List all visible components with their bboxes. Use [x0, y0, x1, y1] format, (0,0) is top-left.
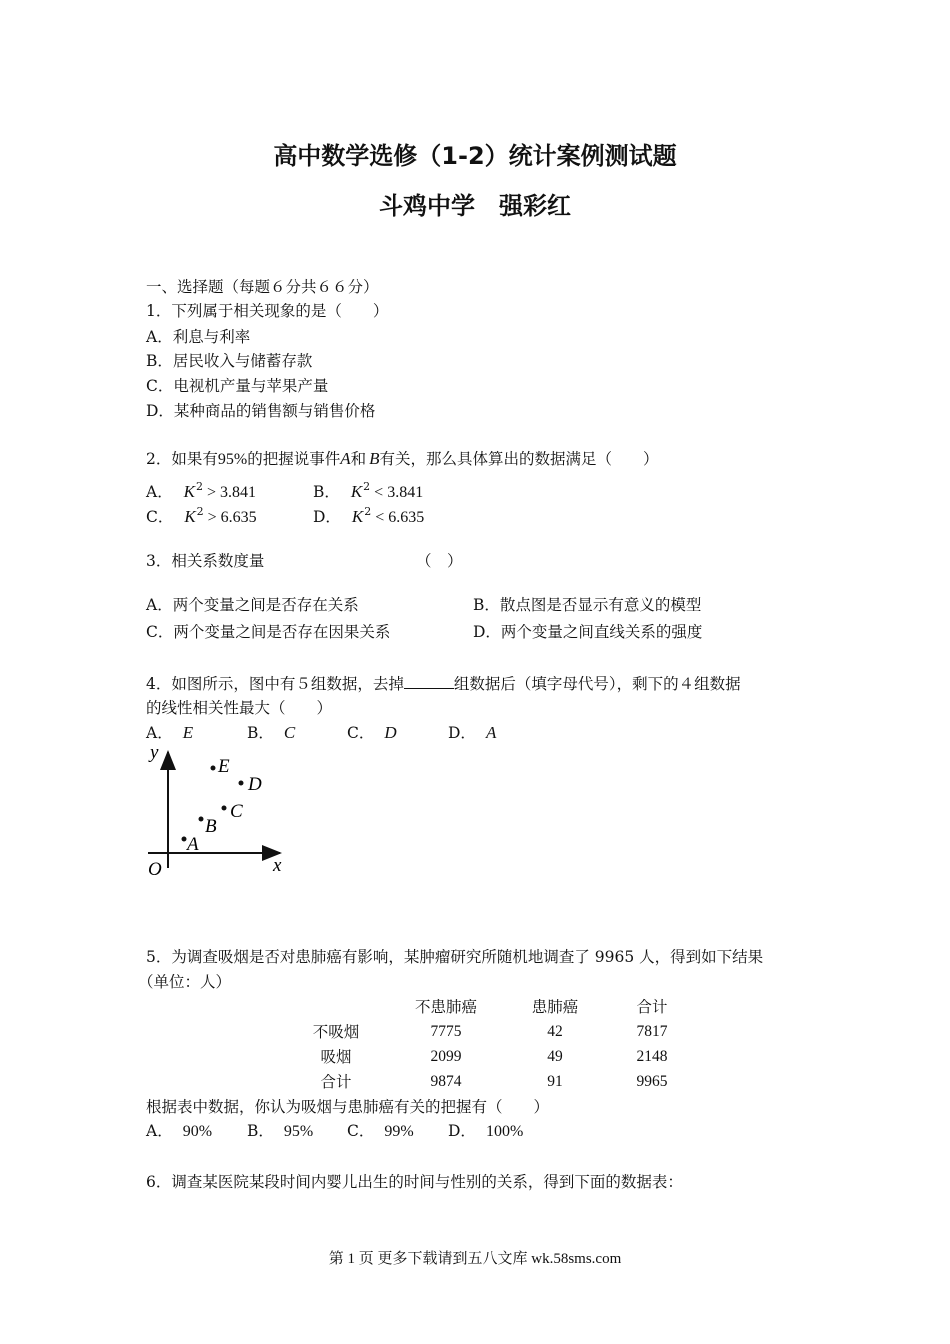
stem-text: 4．如图所示，图中有５组数据，去掉: [146, 675, 404, 693]
option-c: [146, 502, 257, 528]
option-d: [448, 1121, 523, 1142]
option-value: 90%: [182, 1123, 213, 1140]
point-d-label: D: [248, 774, 262, 795]
table-cell: 7817: [636, 1023, 668, 1040]
question-stem-line1: [146, 674, 741, 694]
k-symbol: K: [350, 482, 363, 501]
point-b: [199, 817, 204, 822]
question-stem-line1: 5．为调查吸烟是否对患肺癌有影响，某肿瘤研究所随机地调查了 9965 人，得到如下结果: [146, 948, 764, 966]
option-label: C．: [146, 508, 174, 526]
option-b: [247, 1121, 313, 1142]
row-label: 吸烟: [320, 1048, 352, 1066]
question-stem: 3．相关系数度量: [146, 552, 265, 570]
table-header: 合计: [636, 998, 668, 1016]
fill-blank: [404, 674, 454, 689]
table-header: 不患肺癌: [414, 998, 477, 1016]
option-value: C: [283, 723, 296, 742]
option-value: > 3.841: [206, 484, 257, 501]
stem-text: 的把握说事件: [247, 450, 341, 468]
option-a: A．利息与利率: [146, 328, 251, 346]
option-value: E: [182, 723, 194, 742]
table-cell: 7775: [430, 1023, 462, 1040]
option-d: [448, 723, 496, 743]
page-subtitle: 斗鸡中学 强彩红: [379, 192, 571, 220]
option-d: D．两个变量之间直线关系的强度: [473, 623, 703, 641]
stem-prefix: 2．如果有: [146, 450, 218, 468]
option-value: 99%: [384, 1123, 414, 1140]
option-a: A．两个变量之间是否存在关系: [146, 596, 359, 614]
option-c: C．两个变量之间是否存在因果关系: [146, 623, 391, 641]
option-label: D．: [448, 724, 476, 742]
option-label: A．: [146, 724, 173, 742]
event-b: B: [369, 449, 380, 468]
option-value: > 6.635: [207, 509, 257, 526]
option-b: B．散点图是否显示有意义的模型: [473, 596, 702, 614]
point-a: [182, 837, 187, 842]
option-label: C．: [347, 1122, 375, 1140]
page-title: 高中数学选修（1-2）统计案例测试题: [273, 142, 677, 170]
stem-text: 组数据后（填字母代号），剩下的４组数据: [453, 675, 741, 693]
point-b-label: B: [205, 816, 217, 837]
event-a: A: [340, 449, 351, 468]
option-label: C．: [347, 724, 375, 742]
option-a: [146, 1121, 212, 1142]
question-stem: 1．下列属于相关现象的是（ ）: [146, 302, 389, 320]
answer-parens: （ ）: [416, 552, 463, 570]
option-c: C．电视机产量与苹果产量: [146, 377, 329, 395]
row-label: 不吸烟: [312, 1023, 360, 1041]
exponent: 2: [364, 505, 372, 518]
option-value: < 6.635: [375, 509, 425, 526]
point-e: [211, 766, 216, 771]
option-label: A．: [146, 483, 173, 501]
k-symbol: K: [351, 507, 364, 526]
table-cell: 91: [547, 1073, 563, 1090]
point-c-label: C: [230, 801, 243, 822]
question-stem-line2: 的线性相关性最大（ ）: [146, 699, 333, 717]
table-cell: 9965: [636, 1073, 668, 1090]
x-axis-label: x: [273, 855, 282, 876]
option-b: B．居民收入与储蓄存款: [146, 352, 313, 370]
table-cell: 9874: [430, 1073, 462, 1090]
table-cell: 2099: [430, 1048, 462, 1065]
point-e-label: E: [218, 756, 230, 777]
option-b: [313, 477, 423, 503]
option-label: D．: [448, 1122, 476, 1140]
table-cell: 49: [547, 1048, 563, 1065]
scatter-diagram: [140, 740, 300, 890]
stem-text: 和: [350, 450, 367, 468]
question-prompt: 根据表中数据，你认为吸烟与患肺癌有关的把握有（ ）: [146, 1098, 550, 1116]
point-c: [222, 806, 227, 811]
option-d: [313, 502, 424, 528]
row-label: 合计: [320, 1073, 352, 1091]
option-label: D．: [313, 508, 341, 526]
page-footer: 第 1 页 更多下载请到五八文库 wk.58sms.com: [328, 1251, 622, 1267]
option-c: [347, 1121, 414, 1142]
option-value: 95%: [283, 1123, 314, 1140]
section-header: 一、选择题（每题６分共６６分）: [146, 278, 379, 296]
origin-label: O: [148, 859, 162, 880]
table-cell: 42: [547, 1023, 563, 1040]
option-label: B．: [247, 724, 274, 742]
option-d: D．某种商品的销售额与销售价格: [146, 402, 376, 420]
exponent: 2: [363, 480, 371, 493]
option-c: [347, 723, 397, 743]
table-header: 患肺癌: [531, 998, 579, 1016]
stem-text: 有关，那么具体算出的数据满足（ ）: [379, 450, 659, 468]
option-value: 100%: [485, 1123, 524, 1140]
exponent: 2: [195, 480, 203, 493]
question-stem-line2: （单位：人）: [138, 973, 232, 991]
option-label: B．: [313, 483, 340, 501]
question-stem: [146, 449, 659, 470]
k-symbol: K: [184, 507, 196, 526]
table-cell: 2148: [636, 1048, 668, 1065]
option-label: A．: [146, 1122, 173, 1140]
exponent: 2: [196, 505, 204, 518]
option-value: A: [485, 723, 497, 742]
k-symbol: K: [183, 482, 195, 501]
option-value: D: [384, 723, 397, 742]
point-a-label: A: [187, 834, 199, 855]
point-d: [239, 781, 244, 786]
y-axis-label: y: [150, 742, 159, 763]
option-value: < 3.841: [374, 484, 424, 501]
option-a: [146, 477, 256, 503]
question-6: 6．调查某医院某段时间内婴儿出生的时间与性别的关系，得到下面的数据表：: [146, 1173, 683, 1191]
confidence-value: 95%: [217, 451, 248, 468]
option-label: B．: [247, 1122, 274, 1140]
